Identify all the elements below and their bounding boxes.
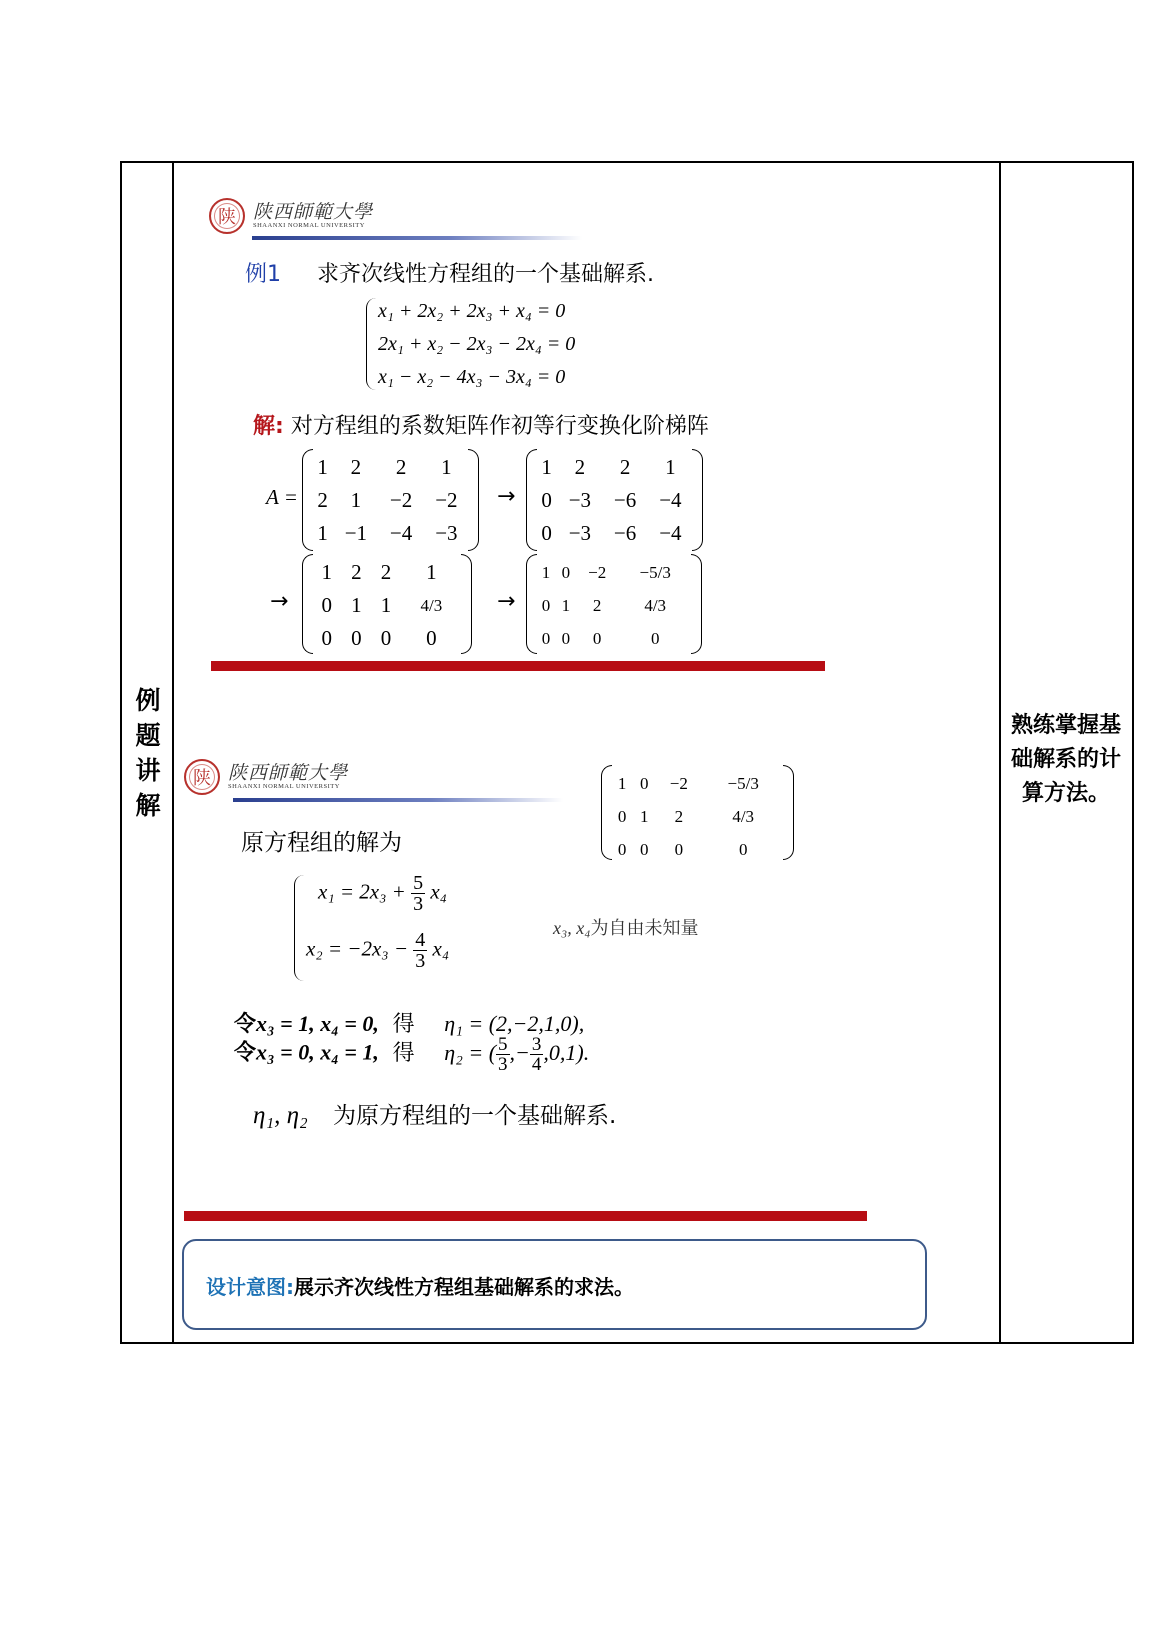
slide-footer-bar xyxy=(211,661,825,671)
logo-underline xyxy=(233,798,563,802)
arrow-icon: → xyxy=(270,589,289,614)
matrix-c: 1 2 2 1 0 1 1 4/3 0 0 0 0 xyxy=(302,554,472,654)
slide-footer-bar xyxy=(184,1211,867,1221)
learning-goal-line: 熟练掌握基 xyxy=(1010,713,1121,738)
example-prompt: 求齐次线性方程组的一个基础解系. xyxy=(317,262,654,287)
learning-goal-line: 础解系的计 xyxy=(1010,747,1121,772)
free-variables-note: x₃, x₄为自由未知量 xyxy=(553,918,699,939)
design-intent-box xyxy=(182,1239,927,1330)
solution-label: 解: xyxy=(253,414,284,439)
equation: x₁ − x₂ − 4x₃ − 3x₄ = 0 xyxy=(378,366,566,388)
matrix-d: 1 0 −2 −5/3 0 1 2 4/3 0 0 0 0 xyxy=(526,554,702,654)
solution-eq-2: x₂ = −2x₃ − $\frac{4}{3}$ x₄ xyxy=(306,929,450,972)
assignment-1: 令x₃ = 1, x₄ = 0, 得 η₁ = (2,−2,1,0), xyxy=(234,1011,585,1037)
section-label xyxy=(122,683,174,823)
section-label-char: 例 xyxy=(135,686,161,715)
solution-eq-1: x₁ = 2x₃ + $\frac{5}{3}$ x₄ xyxy=(318,872,447,915)
arrow-icon: → xyxy=(497,589,516,614)
equation: x₁ + 2x₂ + 2x₃ + x₄ = 0 xyxy=(378,300,566,322)
equation-system xyxy=(378,295,575,394)
arrow-icon: → xyxy=(497,484,516,509)
lesson-table xyxy=(120,161,1134,1344)
solution-intro: 原方程组的解为 xyxy=(241,830,402,856)
university-logo xyxy=(184,759,348,795)
section-label-char: 讲 xyxy=(135,756,161,785)
equation: 2x₁ + x₂ − 2x₃ − 2x₄ = 0 xyxy=(378,333,576,355)
matrix-d-reference: 1 0 −2 −5/3 0 1 2 4/3 0 0 0 0 xyxy=(601,765,794,860)
conclusion: η₁, η₂ 为原方程组的一个基础解系. xyxy=(253,1102,617,1129)
design-intent-text: 展示齐次线性方程组基础解系的求法。 xyxy=(294,1275,634,1299)
section-label-char: 题 xyxy=(135,721,161,750)
university-name-en: SHAANXI NORMAL UNIVERSITY xyxy=(228,783,340,790)
design-intent-label: 设计意图: xyxy=(206,1275,294,1299)
matrix-a: 1 2 2 1 2 1 −2 −2 1 −1 −4 −3 xyxy=(302,449,479,551)
university-name-cn: 陕西師範大學 xyxy=(228,762,349,784)
learning-goal-line: 算方法。 xyxy=(1021,781,1110,806)
university-name-en: SHAANXI NORMAL UNIVERSITY xyxy=(253,222,365,229)
example-label: 例1 xyxy=(245,262,281,287)
system-brace xyxy=(366,298,377,390)
matrix-a-label: A = xyxy=(266,485,298,509)
university-name-cn: 陕西師範大學 xyxy=(253,201,374,223)
logo-underline xyxy=(252,236,582,240)
university-seal-icon: 陕 xyxy=(209,198,245,234)
solution-description: 对方程组的系数矩阵作初等行变换化阶梯阵 xyxy=(290,414,709,439)
solution-brace xyxy=(294,875,305,981)
university-logo xyxy=(209,198,373,234)
learning-goal xyxy=(1001,709,1131,811)
matrix-b: 1 2 2 1 0 −3 −6 −4 0 −3 −6 −4 xyxy=(526,449,703,551)
university-seal-icon: 陕 xyxy=(184,759,220,795)
assignment-2: 令x₃ = 0, x₄ = 1, 得 η₂ = ( $\frac{5}{3}$ ,− $\frac{3}{4}$ ,0,1). xyxy=(234,1034,590,1075)
section-label-char: 解 xyxy=(135,791,161,820)
